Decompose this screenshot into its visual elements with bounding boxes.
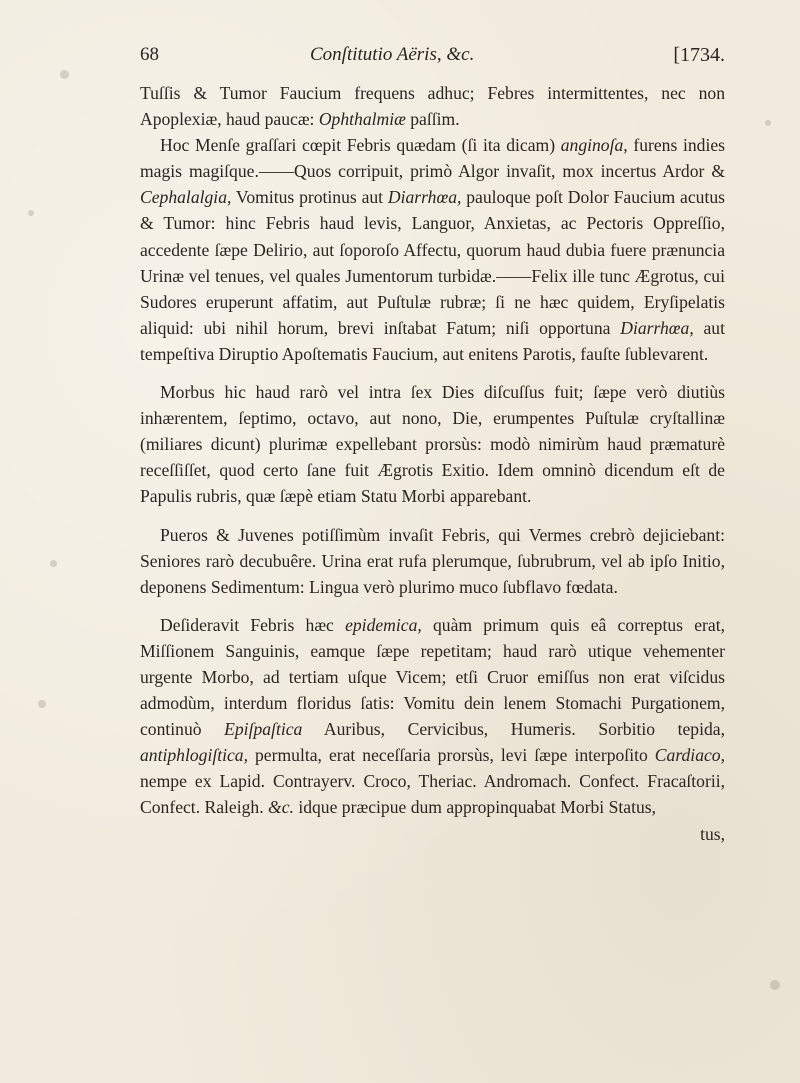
- italic-term: Epiſpaſtica: [224, 719, 303, 740]
- italic-term: Ophthalmiæ: [318, 109, 406, 130]
- body-text: [140, 80, 725, 847]
- foxing-spot: [38, 700, 46, 708]
- page-number: 68: [140, 44, 159, 65]
- text-run: quàm primum quis eâ correptus erat, Miſſionem Sanguinis, eamque ſæpe repetitam; haud rarò utique vehementer urgente Morbo, ad tertiam uſque Vicem; etſi Cruor emiſſus non erat viſcidus admodùm, interdum floridus ſatis: Vomitu dein lenem Stomachi Purgationem, continuò: [140, 614, 725, 740]
- paragraph: [140, 522, 725, 600]
- foxing-spot: [28, 210, 34, 216]
- text-run: aut tempeſtiva Diruptio Apoſtematis Faucium, aut enitens Parotis, fauſte ſublevarent.: [140, 317, 725, 364]
- paragraph: [140, 379, 725, 509]
- italic-term: Cephalalgia,: [140, 187, 232, 208]
- italic-term: epidemica,: [345, 614, 422, 635]
- text-run: Morbus hic haud rarò vel intra ſex Dies diſcuſſus fuit; ſæpe verò diutiùs inhærentem, ſeptimo, octavo, aut nono, Die, erumpentes Puſtulæ cryſtallinæ (miliares dicunt) plurimæ expellebant prorsùs: modò nimirùm haud præmaturè receſſiſſet, quod certo ſane fuit Ægrotis Exitio. Idem omninò dicendum eſt de Papulis rubris, quæ ſæpè etiam Statu Morbi apparebant.: [140, 382, 725, 507]
- text-run: permulta, erat neceſſaria prorsùs, levi ſæpe interpoſito: [248, 745, 655, 766]
- text-run: Pueros & Juvenes potiſſimùm invaſit Febris, qui Vermes crebrò dejiciebant: Seniores rarò decubuêre. Urina erat rufa plerumque, ſubrubrum, vel ab ipſo Initio, deponens Sedimentum: Lingua verò plurimo muco ſubflavo fœdata.: [140, 524, 725, 597]
- italic-term: &c.: [268, 797, 294, 818]
- text-run: paſſim.: [405, 109, 460, 130]
- foxing-spot: [60, 70, 69, 79]
- paragraph: [140, 132, 725, 367]
- text-run: Vomitus protinus aut: [231, 187, 388, 208]
- catchword: tus,: [700, 823, 725, 844]
- italic-term: Cardiaco,: [654, 745, 725, 766]
- paragraph: [140, 612, 725, 821]
- running-year: [1734.: [673, 44, 725, 66]
- text-run: pauloque poſt Dolor Faucium acutus & Tumor: hinc Febris haud levis, Languor, Anxietas, ac Pectoris Oppreſſio, accedente ſæpe Delirio, aut ſoporoſo Affectu, quorum haud dubia fuere prænuncia Urinæ vel tenues, vel quales Jumentorum turbidæ.——Felix ille tunc Ægrotus, cui Sudores eruperunt affatim, aut Puſtulæ rubræ; ſi ne hæc quidem, Eryſipelatis aliquid: ubi nihil horum, brevi inſtabat Fatum; niſi opportuna: [140, 187, 725, 338]
- running-head: [140, 44, 725, 84]
- italic-term: anginoſa,: [560, 135, 628, 156]
- text-run: idque præcipue dum appropinquabat Morbi Status,: [293, 797, 657, 818]
- italic-term: Diarrhœa,: [387, 187, 462, 208]
- foxing-spot: [50, 560, 57, 567]
- paragraph: [140, 80, 725, 132]
- text-run: nempe ex Lapid. Contrayerv. Croco, Theriac. Andromach. Confect. Fracaſtorii, Confect. Raleigh.: [140, 771, 725, 818]
- text-run: Auribus, Cervicibus, Humeris. Sorbitio tepida,: [302, 719, 725, 740]
- text-run: Deſideravit Febris hæc: [160, 614, 346, 635]
- italic-term: Diarrhœa,: [620, 317, 694, 338]
- text-run: Hoc Menſe graſſari cœpit Febris quædam (ſi ita dicam): [160, 135, 561, 156]
- text-run: Tuſſis & Tumor Faucium frequens adhuc; Febres intermittentes, nec non Apoplexiæ, haud paucæ:: [140, 83, 725, 130]
- running-title: Conſtitutio Aëris, &c.: [310, 44, 475, 65]
- foxing-spot: [765, 120, 771, 126]
- foxing-spot: [770, 980, 780, 990]
- italic-term: antiphlogiſtica,: [140, 745, 249, 766]
- text-run: furens indies magis magiſque.——Quos corripuit, primò Algor invaſit, mox incertus Ardor &: [140, 135, 725, 182]
